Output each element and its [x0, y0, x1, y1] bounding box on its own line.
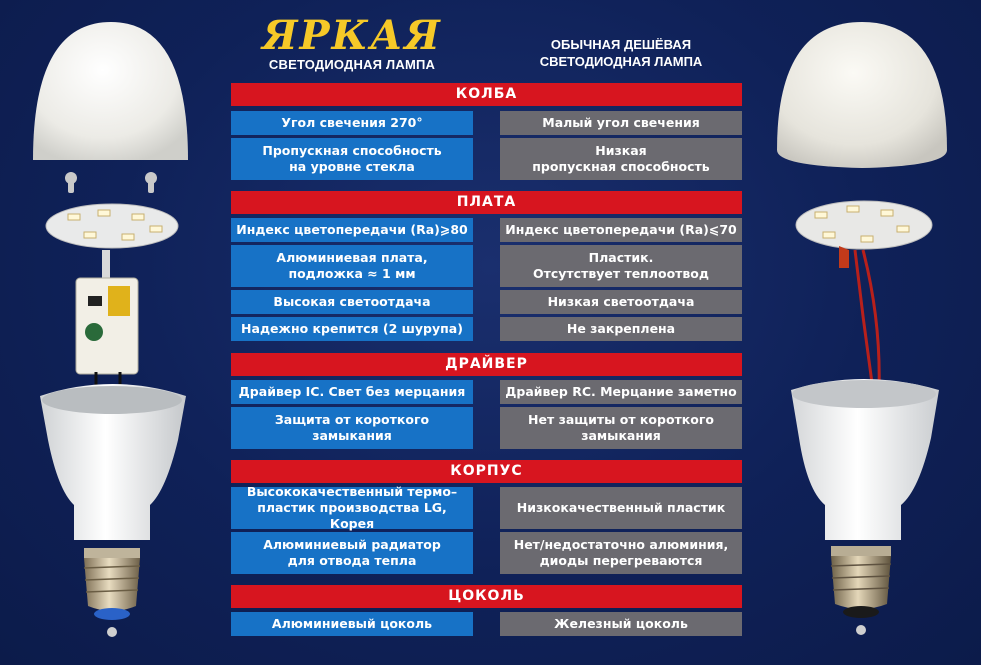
good-cell: Алюминиевый цоколь	[231, 612, 473, 636]
brand-subtitle: СВЕТОДИОДНАЯ ЛАМПА	[268, 57, 436, 72]
bad-cell: Нет/недостаточно алюминия, диоды перегреваются	[500, 532, 742, 574]
competitor-header-line2: СВЕТОДИОДНАЯ ЛАМПА	[539, 54, 703, 69]
good-cell: Угол свечения 270°	[231, 111, 473, 135]
section-header-bulb: КОЛБА	[231, 83, 742, 106]
good-cell: Драйвер IC. Свет без мерцания	[231, 380, 473, 404]
good-cell: Защита от короткого замыкания	[231, 407, 473, 449]
brand-header	[231, 12, 473, 73]
premium-bulb-exploded-illustration	[0, 0, 230, 665]
good-cell: Алюминиевый радиатор для отвода тепла	[231, 532, 473, 574]
cheap-bulb-exploded-illustration	[751, 0, 981, 665]
competitor-header-line1: ОБЫЧНАЯ ДЕШЁВАЯ	[550, 37, 692, 52]
good-cell: Высококачественный термо– пластик производства LG, Корея	[231, 487, 473, 529]
bad-cell: Не закреплена	[500, 317, 742, 341]
bad-cell: Индекс цветопередачи (Ra)⩽70	[500, 218, 742, 242]
section-header-driver: ДРАЙВЕР	[231, 353, 742, 376]
brand-logo: ЯРКАЯ	[262, 12, 442, 59]
good-cell: Надежно крепится (2 шурупа)	[231, 317, 473, 341]
bad-cell: Низкокачественный пластик	[500, 487, 742, 529]
section-header-board: ПЛАТА	[231, 191, 742, 214]
bad-cell: Драйвер RC. Мерцание заметно	[500, 380, 742, 404]
competitor-header	[500, 36, 742, 70]
screw-icon	[65, 172, 157, 193]
good-cell: Индекс цветопередачи (Ra)⩾80	[231, 218, 473, 242]
section-header-base: ЦОКОЛЬ	[231, 585, 742, 608]
section-header-housing: КОРПУС	[231, 460, 742, 483]
bad-cell: Пластик. Отсутствует теплоотвод	[500, 245, 742, 287]
bad-cell: Железный цоколь	[500, 612, 742, 636]
bad-cell: Низкая пропускная способность	[500, 138, 742, 180]
bad-cell: Нет защиты от короткого замыкания	[500, 407, 742, 449]
good-cell: Высокая светоотдача	[231, 290, 473, 314]
good-cell: Алюминиевая плата, подложка ≈ 1 мм	[231, 245, 473, 287]
bad-cell: Низкая светоотдача	[500, 290, 742, 314]
bad-cell: Малый угол свечения	[500, 111, 742, 135]
good-cell: Пропускная способность на уровне стекла	[231, 138, 473, 180]
